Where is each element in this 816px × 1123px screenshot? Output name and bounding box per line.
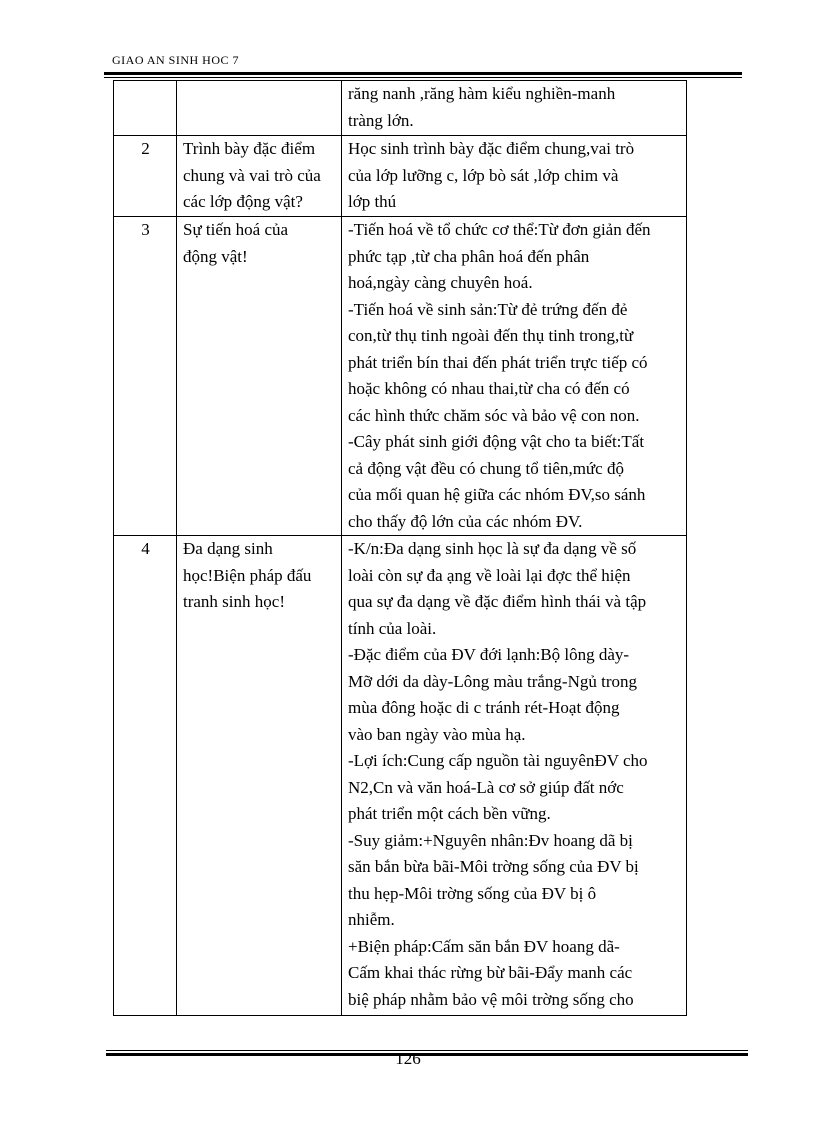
topic-line: chung và vai trò của (183, 165, 321, 185)
content-line: Mỡ dới da dày-Lông màu trắng-Ngủ trong (348, 671, 637, 691)
content-line: -Tiến hoá về tổ chức cơ thể:Từ đơn giản đến (348, 220, 651, 239)
row-content (342, 217, 687, 536)
row-topic (177, 81, 342, 136)
topic-line: động vật! (183, 246, 248, 266)
topic-line: Trình bày đặc điểm (183, 139, 316, 158)
content-line: tràng lớn. (348, 110, 414, 130)
content-line: loài còn sự đa ạng về loài lại đợc thể hiện (348, 565, 631, 585)
content-line: -Lợi ích:Cung cấp nguồn tài nguyênĐV cho (348, 751, 648, 770)
content-line: cho thấy độ lớn của các nhóm ĐV. (348, 511, 583, 531)
content-line: -Tiến hoá về sinh sản:Từ đẻ trứng đến đẻ (348, 299, 628, 319)
content-line: răng nanh ,răng hàm kiểu nghiền-manh (348, 84, 616, 103)
content-line: +Biện pháp:Cấm săn bắn ĐV hoang dã- (348, 936, 620, 956)
header-rule-thin (104, 77, 742, 78)
row-content (342, 136, 687, 217)
topic-line: tranh sinh học! (183, 592, 285, 611)
table-row (114, 136, 687, 217)
row-content (342, 536, 687, 1016)
content-line: Cấm khai thác rừng bừ bãi-Đẩy manh các (348, 963, 633, 982)
topic-line: Sự tiến hoá của (183, 220, 289, 239)
table-row (114, 217, 687, 536)
row-number: 4 (114, 536, 177, 1016)
content-line: vào ban ngày vào mùa hạ. (348, 724, 526, 744)
content-line: săn bắn bừa bãi-Môi trờng sống của ĐV bị (348, 857, 639, 876)
row-topic (177, 136, 342, 217)
content-line: con,từ thụ tinh ngoài đến thụ tinh trong,từ (348, 326, 634, 345)
header-rule-thick (104, 72, 742, 75)
content-line: qua sự đa dạng về đặc điểm hình thái và tập (348, 592, 647, 611)
content-line: nhiễm. (348, 910, 395, 929)
row-topic (177, 536, 342, 1016)
content-line: phức tạp ,từ cha phân hoá đến phân (348, 246, 590, 266)
topic-line: Đa dạng sinh (183, 539, 273, 558)
content-line: của lớp lưỡng c, lớp bò sát ,lớp chim và (348, 165, 619, 185)
content-line: phát triển một cách bền vững. (348, 804, 551, 823)
content-line: -K/n:Đa dạng sinh học là sự đa dạng về số (348, 539, 637, 558)
header-title: GIAO AN SINH HOC 7 (112, 53, 240, 65)
table-row (114, 536, 687, 1016)
content-line: -Suy giảm:+Nguyên nhân:Đv hoang dã bị (348, 830, 633, 850)
content-line: biệ pháp nhằm bảo vệ môi trờng sống cho (348, 989, 634, 1009)
topic-line: các lớp động vật? (183, 192, 303, 211)
content-line: N2,Cn và văn hoá-Là cơ sở giúp đất nớc (348, 777, 624, 797)
content-line: các hình thức chăm sóc và bảo vệ con non. (348, 405, 640, 425)
table-body (114, 81, 687, 1016)
content-line: phát triển bín thai đến phát triển trực tiếp có (348, 352, 648, 372)
row-content (342, 81, 687, 136)
row-number: 2 (114, 136, 177, 217)
row-number (114, 81, 177, 136)
content-line: mùa đông hoặc di c tránh rét-Hoạt động (348, 698, 620, 717)
page-number: 126 (395, 1049, 421, 1068)
content-line: tính của loài. (348, 618, 437, 638)
content-line: cả động vật đều có chung tổ tiên,mức độ (348, 458, 624, 478)
row-number: 3 (114, 217, 177, 536)
content-line: -Đặc điểm của ĐV đới lạnh:Bộ lông dày- (348, 645, 630, 664)
review-table (113, 80, 687, 1016)
content-line: của mối quan hệ giữa các nhóm ĐV,so sánh (348, 485, 646, 504)
row-topic (177, 217, 342, 536)
content-line: lớp thú (348, 192, 397, 211)
topic-line: học!Biện pháp đấu (183, 565, 312, 585)
content-line: thu hẹp-Môi trờng sống của ĐV bị ô (348, 883, 597, 903)
content-line: hoá,ngày càng chuyên hoá. (348, 273, 533, 292)
content-line: hoặc không có nhau thai,từ cha có đến có (348, 379, 630, 398)
content-line: Học sinh trình bày đặc điểm chung,vai trò (348, 139, 635, 158)
content-line: -Cây phát sinh giới động vật cho ta biết:Tất (348, 432, 645, 451)
table-row (114, 81, 687, 136)
